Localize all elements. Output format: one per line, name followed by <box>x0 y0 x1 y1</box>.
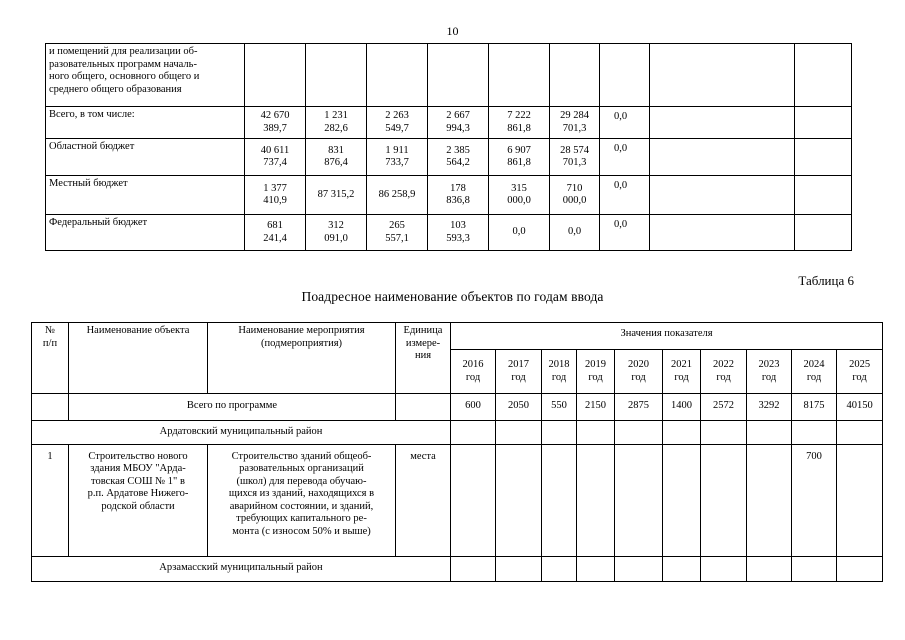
value-cell <box>428 215 489 251</box>
item-value <box>542 444 577 556</box>
funding-table <box>45 43 852 251</box>
value-cell <box>489 139 550 176</box>
value-cell <box>795 107 852 139</box>
header-year: 2017 год <box>496 349 542 393</box>
district-row <box>32 556 883 581</box>
value-cell <box>550 44 600 107</box>
value-cell <box>489 44 550 107</box>
value-cell <box>600 139 650 176</box>
item-measure: Строительство зданий общеоб- разовательных организаций (школ) для перевода обучаю- щихся из зданий, находящихся в аварийном состоянии, и зданий, требующих капитального ре- монта (с износом 50% и выше) <box>208 444 396 556</box>
table-row <box>46 139 852 176</box>
header-row <box>32 323 883 350</box>
value-cell <box>428 107 489 139</box>
value-cell <box>600 107 650 139</box>
value-cell <box>650 176 795 215</box>
value-cell <box>245 139 306 176</box>
header-year: 2018 год <box>542 349 577 393</box>
value-cell <box>245 176 306 215</box>
cell-value: 0,0 <box>614 219 628 230</box>
value-cell <box>489 176 550 215</box>
header-values-group: Значения показателя <box>451 323 883 350</box>
cell-value: 40 611 737,4 <box>260 144 290 168</box>
cell-value: 87 315,2 <box>317 188 355 200</box>
objects-table <box>31 322 883 582</box>
cell-value: 1 377 410,9 <box>263 182 287 206</box>
header-unit: Единица измере- ния <box>396 323 451 394</box>
cell-value: 29 284 701,3 <box>560 110 589 134</box>
table-number: Таблица 6 <box>798 273 854 288</box>
item-value <box>663 444 701 556</box>
value-cell <box>550 107 600 139</box>
table-row <box>32 444 883 556</box>
value-cell <box>489 215 550 251</box>
cell-value: 6 907 861,8 <box>507 144 531 168</box>
cell-value: 0,0 <box>614 180 628 191</box>
value-cell <box>795 176 852 215</box>
cell-value: 315 000,0 <box>507 182 531 206</box>
value-cell <box>550 176 600 215</box>
header-measure: Наименование мероприятия (подмероприятия) <box>208 323 396 394</box>
total-value: 3292 <box>747 393 792 420</box>
value-cell <box>306 215 367 251</box>
header-year: 2021 год <box>663 349 701 393</box>
value-cell <box>367 215 428 251</box>
value-cell <box>795 44 852 107</box>
value-cell <box>550 139 600 176</box>
cell-value: 681 241,4 <box>263 220 287 244</box>
total-value: 1400 <box>663 393 701 420</box>
item-value <box>747 444 792 556</box>
value-cell <box>489 107 550 139</box>
value-cell <box>245 44 306 107</box>
total-value: 550 <box>542 393 577 420</box>
value-cell <box>550 215 600 251</box>
cell-value: 0,0 <box>567 226 582 238</box>
cell-value: 2 385 564,2 <box>446 144 470 168</box>
cell-value: 28 574 701,3 <box>560 144 589 168</box>
cell-value: 0,0 <box>614 143 628 154</box>
item-value <box>577 444 615 556</box>
value-cell <box>306 176 367 215</box>
table-title: Поадресное наименование объектов по годам ввода <box>301 289 604 304</box>
table-row <box>46 176 852 215</box>
value-cell <box>306 44 367 107</box>
value-cell <box>245 107 306 139</box>
cell-value: 265 557,1 <box>385 220 409 244</box>
item-value <box>837 444 883 556</box>
cell-value: 2 667 994,3 <box>446 110 470 134</box>
cell-value: 2 263 549,7 <box>385 110 409 134</box>
row-label: Местный бюджет <box>46 176 245 215</box>
total-value: 2572 <box>701 393 747 420</box>
cell-value: 42 670 389,7 <box>260 110 290 134</box>
cell-value: 178 836,8 <box>446 182 470 206</box>
total-unit-cell <box>396 393 451 420</box>
item-value <box>451 444 496 556</box>
value-cell <box>367 107 428 139</box>
item-value <box>701 444 747 556</box>
cell-value: 0,0 <box>614 111 628 122</box>
item-value: 700 <box>792 444 837 556</box>
value-cell <box>306 107 367 139</box>
cell-value: 86 258,9 <box>378 188 416 200</box>
header-year: 2025 год <box>837 349 883 393</box>
value-cell <box>245 215 306 251</box>
total-empty-cell <box>32 393 69 420</box>
header-year: 2024 год <box>792 349 837 393</box>
cell-value: 103 593,3 <box>446 220 470 244</box>
value-cell <box>650 215 795 251</box>
cell-value: 1 911 733,7 <box>385 144 409 168</box>
row-label: Всего, в том числе: <box>46 107 245 139</box>
value-cell <box>367 44 428 107</box>
value-cell <box>795 139 852 176</box>
value-cell <box>650 44 795 107</box>
district-name: Арзамасский муниципальный район <box>32 556 451 581</box>
cell-value: 7 222 861,8 <box>507 110 531 134</box>
total-label: Всего по программе <box>69 393 396 420</box>
header-year: 2022 год <box>701 349 747 393</box>
value-cell <box>367 139 428 176</box>
cell-value: 312 091,0 <box>324 220 348 244</box>
header-year: 2023 год <box>747 349 792 393</box>
value-cell <box>600 176 650 215</box>
header-object: Наименование объекта <box>69 323 208 394</box>
value-cell <box>367 176 428 215</box>
item-value <box>615 444 663 556</box>
cell-value: 710 000,0 <box>562 182 587 206</box>
cell-value: 1 231 282,6 <box>324 110 348 134</box>
row-label: Федеральный бюджет <box>46 215 245 251</box>
value-cell <box>428 44 489 107</box>
value-cell <box>600 44 650 107</box>
value-cell <box>600 215 650 251</box>
cell-value: 831 876,4 <box>324 144 348 168</box>
total-value: 8175 <box>792 393 837 420</box>
value-cell <box>795 215 852 251</box>
total-value: 2875 <box>615 393 663 420</box>
value-cell <box>428 139 489 176</box>
total-row <box>32 393 883 420</box>
item-unit: места <box>396 444 451 556</box>
item-object: Строительство нового здания МБОУ "Арда- товская СОШ № 1" в р.п. Ардатове Нижего- родской области <box>69 444 208 556</box>
value-cell <box>306 139 367 176</box>
header-year: 2019 год <box>577 349 615 393</box>
header-year: 2020 год <box>615 349 663 393</box>
district-row <box>32 420 883 444</box>
value-cell <box>428 176 489 215</box>
row-label: Областной бюджет <box>46 139 245 176</box>
header-year: 2016 год <box>451 349 496 393</box>
total-value: 2050 <box>496 393 542 420</box>
total-value: 600 <box>451 393 496 420</box>
table-row <box>46 107 852 139</box>
item-value <box>496 444 542 556</box>
table-row <box>46 215 852 251</box>
cell-value: 0,0 <box>512 226 526 238</box>
header-num: № п/п <box>32 323 69 394</box>
page-number: 10 <box>446 24 459 38</box>
value-cell <box>650 107 795 139</box>
row-label: и помещений для реализации об- разовательных программ началь- ного общего, основного общего и среднего общего образования <box>46 44 245 107</box>
value-cell <box>650 139 795 176</box>
district-name: Ардатовский муниципальный район <box>32 420 451 444</box>
total-value: 40150 <box>837 393 883 420</box>
total-value: 2150 <box>577 393 615 420</box>
table-row <box>46 44 852 107</box>
item-num: 1 <box>32 444 69 556</box>
